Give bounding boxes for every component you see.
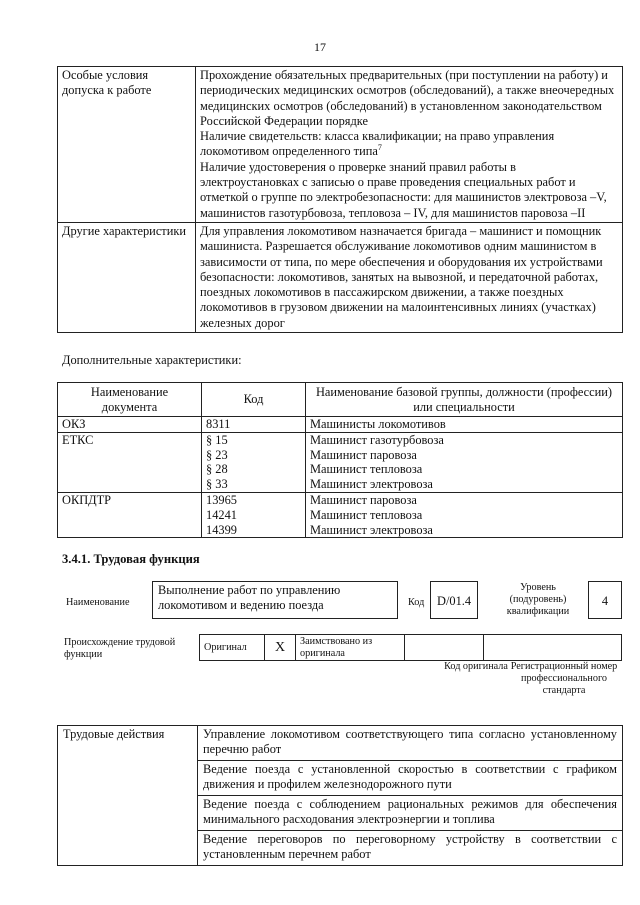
labor-actions-table	[57, 725, 623, 866]
footnote-mark: 7	[377, 143, 382, 153]
reg-number-label: Регистрационный номер профессионального стандарта	[510, 661, 618, 696]
code-value: § 23	[206, 447, 228, 462]
paragraph-with-footnote	[200, 129, 618, 160]
function-code-value: D/01.4	[430, 581, 478, 619]
action-item: Ведение поезда с установленной скоростью в соответствии с графиком движения и профилем железнодорожного пути	[198, 761, 623, 796]
header-code: Код	[202, 383, 306, 417]
table-header-row	[58, 383, 623, 417]
code-value: 14241	[206, 507, 237, 522]
paragraph: Наличие удостоверения о проверке знаний правил работы в электроустановках с записью о праве проведения специальных работ и отметкой о группе по электробезопасности: для машинистов электровоза –V, машинистов газотурбовоза, тепловоза – IV, для машинистов паровоза –II	[200, 159, 607, 220]
code-original-label: Код оригинала	[444, 661, 508, 672]
code-cell	[202, 417, 306, 433]
row-content	[196, 67, 623, 223]
reg-number-cell	[484, 635, 622, 661]
extra-characteristics-title: Дополнительные характеристики:	[62, 353, 242, 367]
page-number: 17	[314, 40, 326, 54]
section-title: 3.4.1. Трудовая функция	[62, 552, 200, 566]
name-cell	[306, 417, 623, 433]
doc-cell: ОКЗ	[58, 417, 202, 433]
row-label: Особые условия допуска к работе	[58, 67, 196, 223]
name-value: Машинист паровоза	[310, 492, 417, 507]
function-name-value: Выполнение работ по управлению локомотивом и ведению поезда	[152, 581, 398, 619]
qualification-level-value: 4	[588, 581, 622, 619]
name-cell	[306, 432, 623, 492]
table-row	[58, 417, 623, 433]
original-label: Оригинал	[200, 635, 265, 661]
action-item: Управление локомотивом соответствующего типа согласно установленному перечню работ	[198, 726, 623, 761]
row-content	[196, 222, 623, 332]
header-doc: Наименование документа	[58, 383, 202, 417]
extra-characteristics-table	[57, 382, 623, 538]
doc-cell: ЕТКС	[58, 432, 202, 492]
code-value: § 15	[206, 432, 228, 447]
code-original-cell	[405, 635, 484, 661]
actions-label: Трудовые действия	[58, 726, 198, 866]
name-value: Машинисты локомотивов	[310, 417, 446, 431]
code-value: § 33	[206, 477, 228, 492]
origin-label: Происхождение трудовой функции	[64, 637, 176, 660]
conditions-table	[57, 66, 623, 333]
code-cell	[202, 492, 306, 537]
doc-cell: ОКПДТР	[58, 492, 202, 537]
table-row	[58, 222, 623, 332]
name-value: Машинист тепловоза	[310, 507, 423, 522]
header-name: Наименование базовой группы, должности (профессии) или специальности	[306, 383, 623, 417]
function-code-label: Код	[408, 597, 425, 608]
code-value: § 28	[206, 462, 228, 477]
name-cell	[306, 492, 623, 537]
code-value: 13965	[206, 492, 237, 507]
row-label: Другие характеристики	[58, 222, 196, 332]
table-row	[200, 635, 622, 661]
code-cell	[202, 432, 306, 492]
function-name-label: Наименование	[66, 597, 130, 608]
name-value: Машинист паровоза	[310, 447, 417, 462]
qualification-level-label: Уровень (подуровень) квалификации	[506, 582, 570, 617]
paragraph-text: Наличие свидетельств: класса квалификации; на право управления локомотивом определенного типа	[200, 129, 555, 159]
table-row	[58, 492, 623, 537]
table-row	[58, 67, 623, 223]
borrowed-label: Заимствовано из оригинала	[296, 635, 405, 661]
action-item: Ведение поезда с соблюдением рациональных режимов для обеспечения минимального расходования электроэнергии и топлива	[198, 796, 623, 831]
name-value: Машинист электровоза	[310, 522, 433, 537]
name-value: Машинист электровоза	[310, 477, 433, 492]
table-row	[58, 432, 623, 492]
original-mark: X	[265, 635, 296, 661]
action-item: Ведение переговоров по переговорному устройству в соответствии с установленным перечнем работ	[198, 831, 623, 866]
code-value: 14399	[206, 522, 237, 537]
paragraph: Прохождение обязательных предварительных (при поступлении на работу) и периодических медицинских осмотров (обследований), а также внеочередных медицинских осмотров (обследований) в установленном законодательством Российской Федерации порядке	[200, 68, 615, 128]
name-value: Машинист газотурбовоза	[310, 432, 444, 447]
paragraph: Для управления локомотивом назначается бригада – машинист и помощник машиниста. Разрешается обслуживание локомотивов одним машинистом в зависимости от типа, по мере обеспечения и оборудования их устройствами безопасности: локомотивов, занятых на вывозной, и передаточной работах, поездных локомотивов в пассажирском движении, а также поездных локомотивов в грузовом движении на малоинтенсивных линиях (участках) железных дорог	[200, 223, 603, 330]
name-value: Машинист тепловоза	[310, 462, 423, 477]
table-row	[58, 726, 623, 761]
code-value: 8311	[206, 417, 231, 431]
origin-table	[199, 634, 622, 661]
